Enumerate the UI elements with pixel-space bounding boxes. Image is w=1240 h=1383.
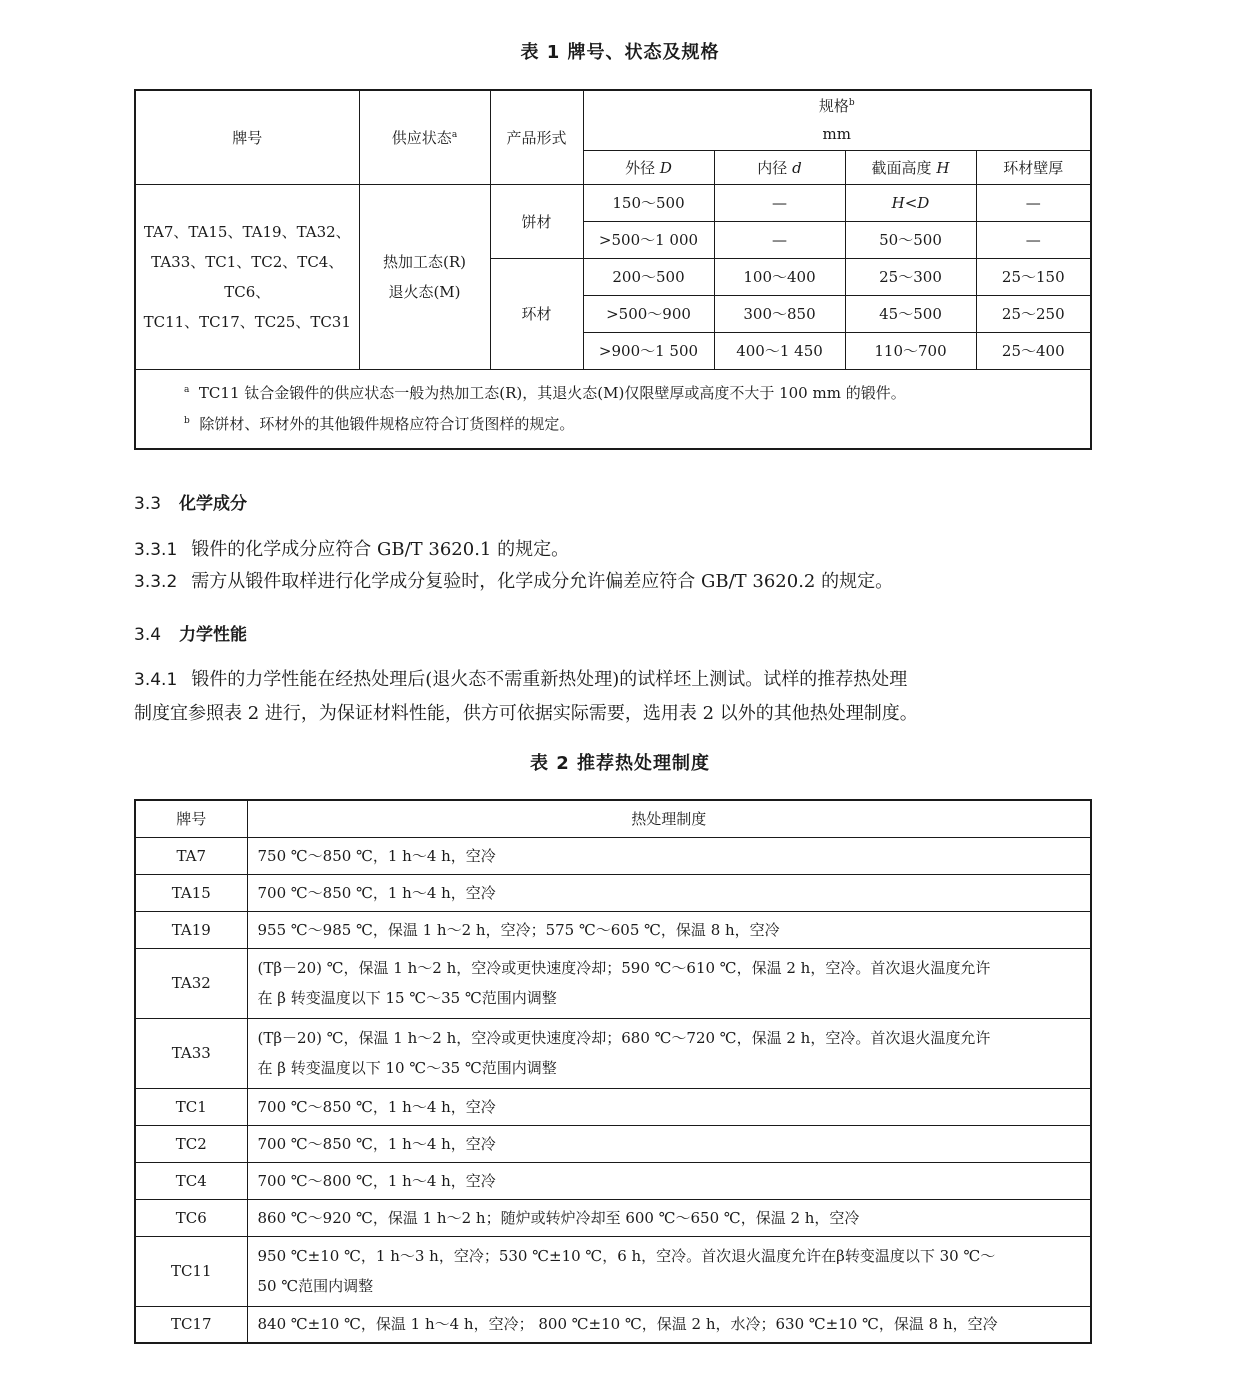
cell-height: 25～300 xyxy=(845,258,976,295)
cell-outer: >500～1 000 xyxy=(583,221,714,258)
row-treatment: 950 ℃±10 ℃，1 h～3 h，空冷；530 ℃±10 ℃，6 h，空冷。首次退火温度允许在β转变温度以下 30 ℃～ 50 ℃范围内调整 xyxy=(247,1236,1091,1306)
cell-inner: 400～1 450 xyxy=(714,332,845,369)
cell-height: H<D xyxy=(845,184,976,221)
cell-inner: 100～400 xyxy=(714,258,845,295)
cell-wall: — xyxy=(976,184,1091,221)
paragraph-3-4-1: 3.4.1 锻件的力学性能在经热处理后(退火态不需重新热处理)的试样坯上测试。试样的推荐热处理 制度宜参照表 2 进行，为保证材料性能，供方可依据实际需要，选用表 2 以外的其他热处理制度。 xyxy=(134,669,918,724)
form-cake: 饼材 xyxy=(490,184,583,258)
form-ring: 环材 xyxy=(490,258,583,369)
cell-wall: 25～150 xyxy=(976,258,1091,295)
row-brand: TC11 xyxy=(135,1236,247,1306)
state-cell: 热加工态(R) 退火态(M) xyxy=(359,184,490,369)
row-treatment: (Tβ－20) ℃，保温 1 h～2 h，空冷或更快速度冷却；590 ℃～610 ℃，保温 2 h，空冷。首次退火温度允许 在 β 转变温度以下 15 ℃～35 ℃范围内调整 xyxy=(247,948,1091,1018)
row-treatment: (Tβ－20) ℃，保温 1 h～2 h，空冷或更快速度冷却；680 ℃～720 ℃，保温 2 h，空冷。首次退火温度允许 在 β 转变温度以下 10 ℃～35 ℃范围内调整 xyxy=(247,1018,1091,1088)
cell-inner: — xyxy=(714,184,845,221)
row-brand: TA19 xyxy=(135,911,247,948)
header-height: 截面高度 H xyxy=(845,150,976,184)
row-brand: TC2 xyxy=(135,1125,247,1162)
header-wall: 环材壁厚 xyxy=(976,150,1091,184)
row-treatment: 840 ℃±10 ℃，保温 1 h～4 h，空冷； 800 ℃±10 ℃，保温 2 h，水冷；630 ℃±10 ℃，保温 8 h，空冷 xyxy=(247,1306,1091,1343)
section-heading-3-4: 3.4 力学性能 xyxy=(134,625,248,645)
row-treatment: 700 ℃～850 ℃，1 h～4 h，空冷 xyxy=(247,874,1091,911)
brands-cell: TA7、TA15、TA19、TA32、 TA33、TC1、TC2、TC4、TC6、 TC11、TC17、TC25、TC31 xyxy=(135,184,359,369)
row-treatment: 750 ℃～850 ℃，1 h～4 h，空冷 xyxy=(247,837,1091,874)
cell-outer: 150～500 xyxy=(583,184,714,221)
header-form: 产品形式 xyxy=(490,90,583,184)
row-treatment: 700 ℃～850 ℃，1 h～4 h，空冷 xyxy=(247,1088,1091,1125)
row-brand: TA7 xyxy=(135,837,247,874)
cell-inner: — xyxy=(714,221,845,258)
cell-outer: 200～500 xyxy=(583,258,714,295)
header-brand: 牌号 xyxy=(135,90,359,184)
table2 xyxy=(134,799,1092,1344)
table1-notes xyxy=(135,369,1091,449)
table1-caption: 表 1 牌号、状态及规格 xyxy=(520,42,720,63)
table1 xyxy=(134,89,1092,450)
row-brand: TA33 xyxy=(135,1018,247,1088)
cell-outer: >500～900 xyxy=(583,295,714,332)
header-outer: 外径 D xyxy=(583,150,714,184)
cell-height: 45～500 xyxy=(845,295,976,332)
row-brand: TC4 xyxy=(135,1162,247,1199)
cell-outer: >900～1 500 xyxy=(583,332,714,369)
header-treatment: 热处理制度 xyxy=(247,800,1091,837)
cell-wall: 25～250 xyxy=(976,295,1091,332)
row-treatment: 860 ℃～920 ℃，保温 1 h～2 h；随炉或转炉冷却至 600 ℃～650 ℃，保温 2 h，空冷 xyxy=(247,1199,1091,1236)
row-treatment: 700 ℃～850 ℃，1 h～4 h，空冷 xyxy=(247,1125,1091,1162)
section-heading-3-3: 3.3 化学成分 xyxy=(134,494,248,514)
header-state: 供应状态$^a$ xyxy=(359,90,490,184)
paragraph-3-3-2: 3.3.2 需方从锻件取样进行化学成分复验时，化学成分允许偏差应符合 GB/T 3620.2 的规定。 xyxy=(134,571,894,592)
header-inner: 内径 d xyxy=(714,150,845,184)
row-brand: TC6 xyxy=(135,1199,247,1236)
row-brand: TC17 xyxy=(135,1306,247,1343)
cell-inner: 300～850 xyxy=(714,295,845,332)
row-brand: TA15 xyxy=(135,874,247,911)
note-a: $^a$ TC11 钛合金锻件的供应状态一般为热加工态(R)，其退火态(M)仅限壁厚或高度不大于 100 mm 的锻件。 xyxy=(184,383,906,402)
cell-height: 50～500 xyxy=(845,221,976,258)
note-b: $^b$ 除饼材、环材外的其他锻件规格应符合订货图样的规定。 xyxy=(184,414,575,433)
row-treatment: 955 ℃～985 ℃，保温 1 h～2 h，空冷；575 ℃～605 ℃，保温 8 h，空冷 xyxy=(247,911,1091,948)
header-brand: 牌号 xyxy=(135,800,247,837)
cell-wall: 25～400 xyxy=(976,332,1091,369)
row-brand: TC1 xyxy=(135,1088,247,1125)
cell-wall: — xyxy=(976,221,1091,258)
paragraph-3-3-1: 3.3.1 锻件的化学成分应符合 GB/T 3620.1 的规定。 xyxy=(134,539,570,560)
row-treatment: 700 ℃～800 ℃，1 h～4 h，空冷 xyxy=(247,1162,1091,1199)
cell-height: 110～700 xyxy=(845,332,976,369)
table2-caption: 表 2 推荐热处理制度 xyxy=(529,753,711,774)
row-brand: TA32 xyxy=(135,948,247,1018)
header-spec: 规格$^b$ mm xyxy=(583,90,1091,150)
